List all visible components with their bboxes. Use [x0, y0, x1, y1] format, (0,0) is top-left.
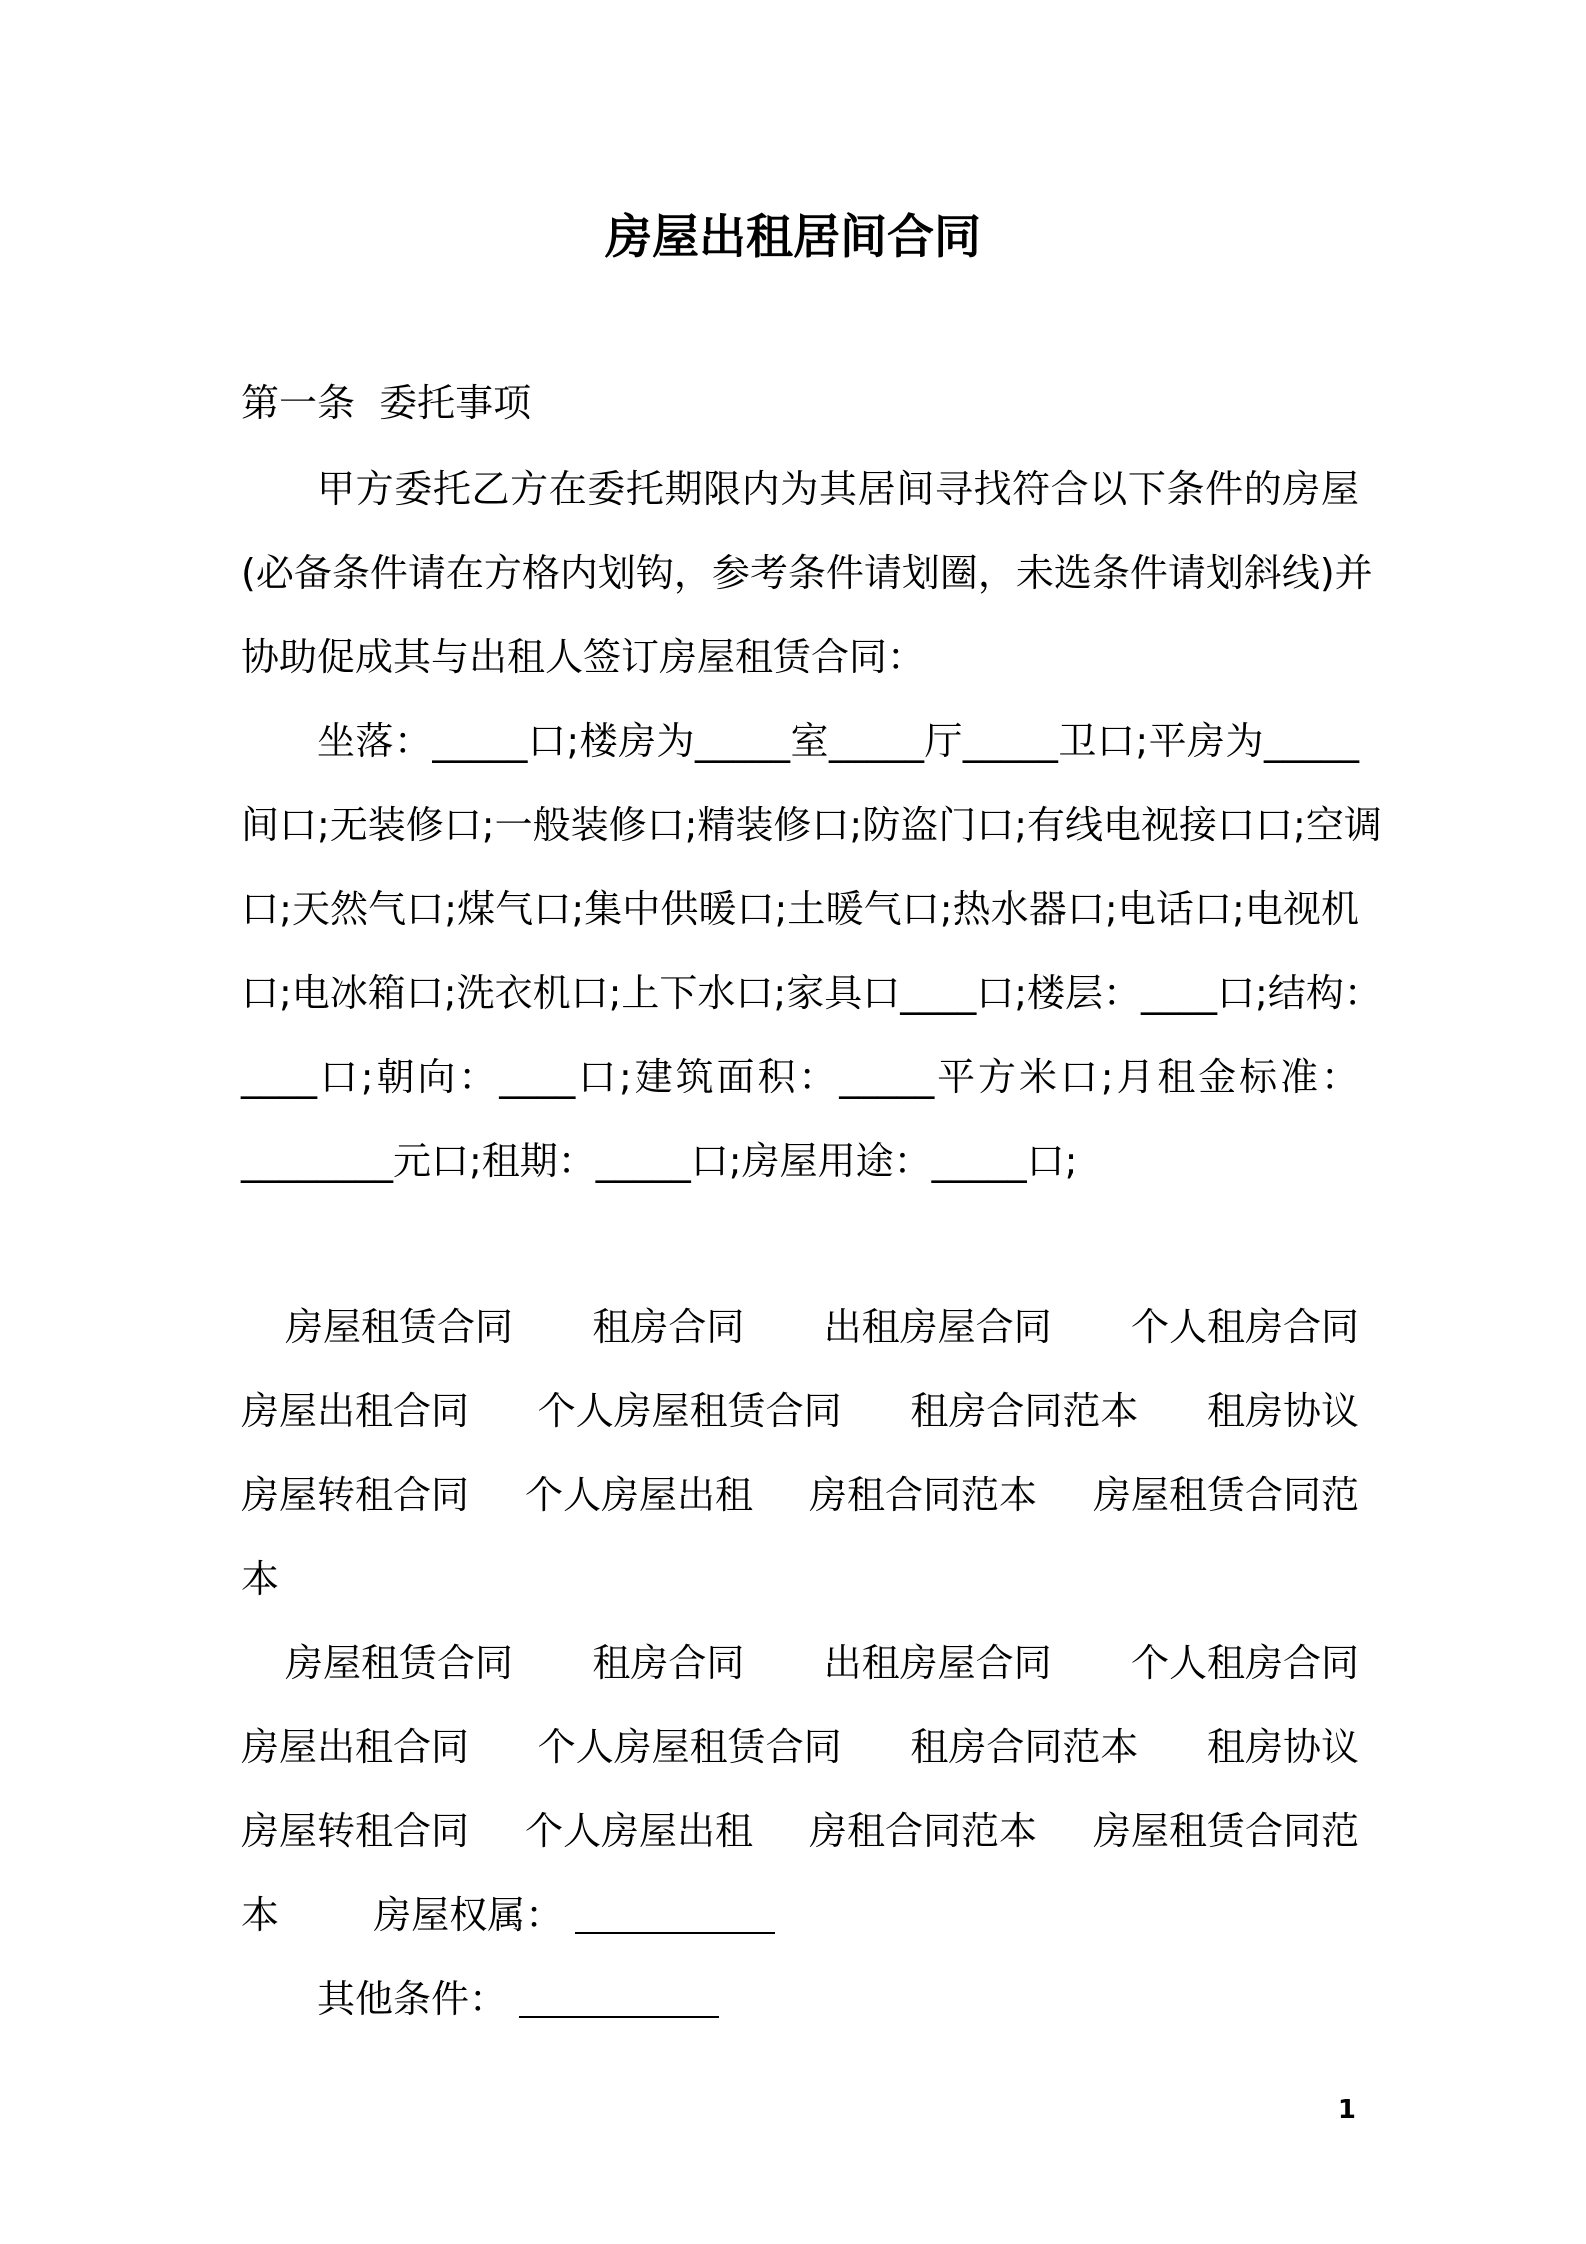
- ownership-label: 房屋权属：: [373, 1893, 564, 1937]
- keyword: 房屋出租合同: [241, 1725, 470, 1769]
- keyword: 房屋出租合同: [241, 1389, 470, 1433]
- keyword: 租房合同: [592, 1641, 745, 1685]
- para1-line-2: (必备条件请在方格内划钩，参考条件请划圈，未选条件请划斜线)并: [241, 551, 1373, 595]
- keywords-2-line-2: [241, 1717, 1359, 1777]
- keyword: 个人房屋租赁合同: [537, 1389, 842, 1433]
- ownership-blank: [575, 1890, 775, 1934]
- keyword: 个人房屋出租: [524, 1809, 753, 1853]
- other-conditions-label: 其他条件：: [317, 1977, 508, 2021]
- keyword: 出租房屋合同: [823, 1641, 1052, 1685]
- keyword: 租房合同范本: [910, 1725, 1139, 1769]
- keyword: 个人房屋租赁合同: [537, 1725, 842, 1769]
- keyword: 个人房屋出租: [524, 1473, 753, 1517]
- conditions-line-5: ____口;朝向：____口;建筑面积：_____平方米口;月租金标准：: [241, 1055, 1359, 1099]
- keyword: 房屋转租合同: [241, 1473, 470, 1517]
- keyword: 租房协议: [1206, 1389, 1359, 1433]
- conditions-line-6: ________元口;租期：_____口;房屋用途：_____口;: [241, 1139, 1078, 1183]
- keyword: 个人租房合同: [1130, 1305, 1359, 1349]
- para1-line-3: 协助促成其与出租人签订房屋租赁合同：: [241, 635, 926, 679]
- keyword: 本: [241, 1893, 280, 1937]
- keywords-2-line-1: [241, 1633, 1359, 1693]
- para1-line-1: 甲方委托乙方在委托期限内为其居间寻找符合以下条件的房屋: [317, 467, 1359, 511]
- keyword: 房屋租赁合同: [285, 1305, 514, 1349]
- keyword: 房屋租赁合同范: [1092, 1473, 1359, 1517]
- keyword: 出租房屋合同: [823, 1305, 1052, 1349]
- keyword: 租房合同范本: [910, 1389, 1139, 1433]
- conditions-line-3: 口;天然气口;煤气口;集中供暖口;土暖气口;热水器口;电话口;电视机: [241, 887, 1359, 931]
- keyword: 房租合同范本: [808, 1473, 1037, 1517]
- keywords-2-line-3: [241, 1801, 1359, 1861]
- keywords-2-line-4: [241, 1885, 1359, 1945]
- keyword: 房屋转租合同: [241, 1809, 470, 1853]
- other-conditions-blank: [519, 1974, 719, 2018]
- keyword: 房屋租赁合同范: [1092, 1809, 1359, 1853]
- conditions-line-1: 坐落：_____口;楼房为_____室_____厅_____卫口;平房为_____: [317, 719, 1359, 763]
- page-number: 1: [1337, 2095, 1356, 2125]
- keywords-1-line-3: [241, 1465, 1359, 1525]
- keywords-1-line-4: 本: [241, 1557, 280, 1601]
- conditions-line-2: 间口;无装修口;一般装修口;精装修口;防盗门口;有线电视接口口;空调: [241, 803, 1382, 847]
- keyword: 房租合同范本: [808, 1809, 1037, 1853]
- keyword: 租房合同: [592, 1305, 745, 1349]
- keyword: 房屋租赁合同: [285, 1641, 514, 1685]
- keywords-1-line-2: [241, 1381, 1359, 1441]
- other-conditions-line: [241, 1969, 1435, 2029]
- keywords-1-line-1: [241, 1297, 1359, 1357]
- article-heading: 第一条 委托事项: [241, 381, 532, 425]
- conditions-line-4: 口;电冰箱口;洗衣机口;上下水口;家具口____口;楼层：____口;结构：: [241, 971, 1382, 1015]
- document-title: 房屋出租居间合同: [605, 210, 981, 265]
- keyword: 个人租房合同: [1130, 1641, 1359, 1685]
- keyword: 租房协议: [1206, 1725, 1359, 1769]
